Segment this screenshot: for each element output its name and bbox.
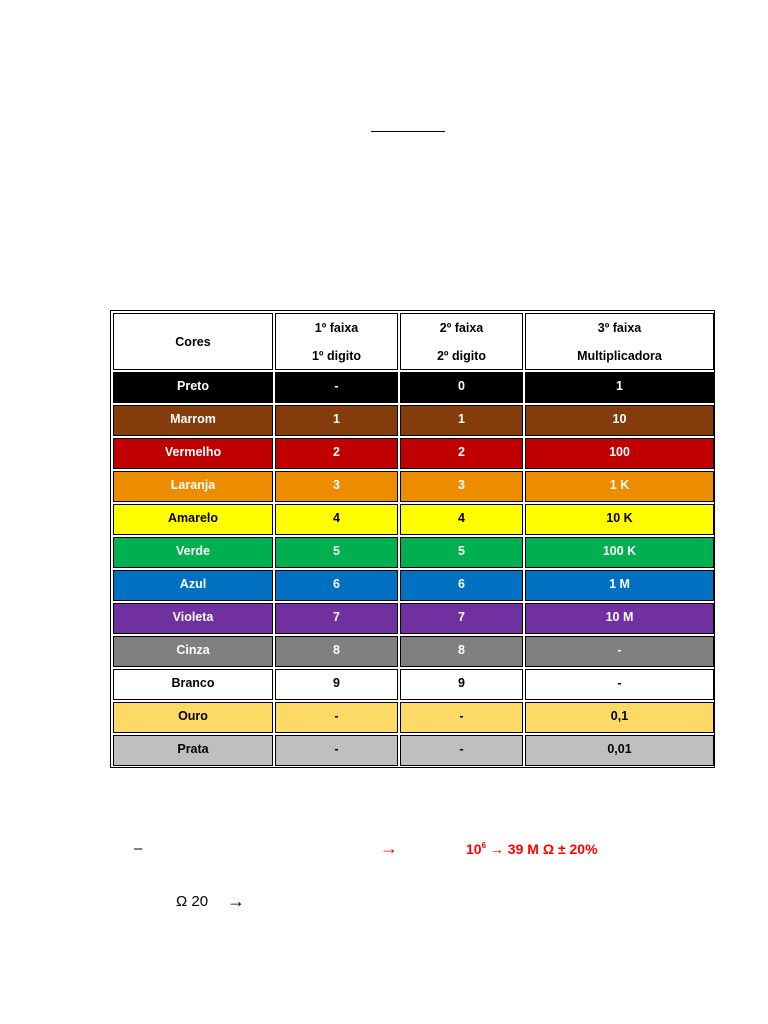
formula-arrow-black: → xyxy=(227,891,245,911)
color-name-text: Prata xyxy=(177,741,209,756)
formula-dash: – xyxy=(134,840,143,857)
table-row xyxy=(113,636,714,667)
color-name-cell xyxy=(113,603,273,634)
color-name-cell xyxy=(113,405,273,436)
band-3-multiplier-text: 1 M xyxy=(609,576,630,591)
band-2-digit-text: - xyxy=(459,708,464,723)
table-row xyxy=(113,504,714,535)
band-1-digit-text: 8 xyxy=(333,642,340,657)
band-2-digit-text: 2 xyxy=(458,444,465,459)
color-name-cell xyxy=(113,669,273,700)
band-2-digit-cell xyxy=(400,372,523,403)
header-faixa-3-line2: Multiplicadora xyxy=(577,348,662,363)
band-1-digit-cell xyxy=(275,537,398,568)
band-1-digit-text: 6 xyxy=(333,576,340,591)
color-name-text: Violeta xyxy=(172,609,214,624)
band-3-multiplier-text: 100 K xyxy=(602,543,637,558)
band-3-multiplier-cell xyxy=(525,636,714,667)
band-1-digit-cell xyxy=(275,504,398,535)
title-underline xyxy=(371,131,445,132)
band-2-digit-cell xyxy=(400,636,523,667)
band-2-digit-cell xyxy=(400,570,523,601)
formula-base: 10 xyxy=(466,841,482,857)
table-row xyxy=(113,603,714,634)
band-3-multiplier-cell xyxy=(525,603,714,634)
band-2-digit-cell xyxy=(400,735,523,766)
color-name-cell xyxy=(113,570,273,601)
formula-result xyxy=(466,841,598,857)
band-3-multiplier-cell xyxy=(525,570,714,601)
band-2-digit-text: 6 xyxy=(458,576,465,591)
band-2-digit-text: 3 xyxy=(458,477,465,492)
table-row xyxy=(113,735,714,766)
color-name-text: Cinza xyxy=(176,642,210,657)
band-3-multiplier-cell xyxy=(525,537,714,568)
band-3-multiplier-text: 10 xyxy=(612,411,627,426)
color-name-cell xyxy=(113,438,273,469)
table-row xyxy=(113,570,714,601)
band-2-digit-text: 7 xyxy=(458,609,465,624)
header-faixa-2-line2: 2º digito xyxy=(436,348,486,363)
band-1-digit-text: 2 xyxy=(333,444,340,459)
band-3-multiplier-text: 0,01 xyxy=(607,741,632,756)
band-3-multiplier-text: 100 xyxy=(609,444,630,459)
color-code-table-frame xyxy=(110,310,715,768)
band-1-digit-text: - xyxy=(334,708,339,723)
band-2-digit-cell xyxy=(400,504,523,535)
color-name-text: Ouro xyxy=(178,708,208,723)
table-row xyxy=(113,405,714,436)
band-2-digit-text: 9 xyxy=(458,675,465,690)
band-2-digit-text: 0 xyxy=(458,378,465,393)
color-name-text: Preto xyxy=(177,378,209,393)
band-2-digit-cell xyxy=(400,537,523,568)
color-name-text: Marrom xyxy=(170,411,216,426)
color-name-cell xyxy=(113,471,273,502)
band-1-digit-cell xyxy=(275,405,398,436)
band-1-digit-text: 4 xyxy=(333,510,340,525)
header-faixa-3 xyxy=(525,313,714,370)
band-1-digit-cell xyxy=(275,702,398,733)
header-faixa-1-line1: 1º faixa xyxy=(314,320,359,335)
color-name-text: Laranja xyxy=(170,477,216,492)
resistor-color-code-table xyxy=(111,311,716,768)
band-1-digit-cell xyxy=(275,570,398,601)
color-name-text: Verde xyxy=(175,543,211,558)
band-3-multiplier-cell xyxy=(525,471,714,502)
band-2-digit-cell xyxy=(400,471,523,502)
color-name-cell xyxy=(113,537,273,568)
band-1-digit-cell xyxy=(275,372,398,403)
formula-arrow-red: → xyxy=(380,838,398,858)
header-faixa-1 xyxy=(275,313,398,370)
table-row xyxy=(113,669,714,700)
band-1-digit-cell xyxy=(275,636,398,667)
band-1-digit-text: - xyxy=(334,741,339,756)
color-name-text: Amarelo xyxy=(167,510,219,525)
band-3-multiplier-cell xyxy=(525,735,714,766)
band-2-digit-text: 5 xyxy=(458,543,465,558)
table-row xyxy=(113,702,714,733)
band-1-digit-cell xyxy=(275,438,398,469)
color-name-text: Azul xyxy=(179,576,207,591)
band-3-multiplier-text: 10 M xyxy=(605,609,634,624)
color-name-cell xyxy=(113,504,273,535)
band-3-multiplier-text: - xyxy=(617,675,622,690)
band-1-digit-text: 7 xyxy=(333,609,340,624)
band-2-digit-cell xyxy=(400,405,523,436)
band-2-digit-text: 4 xyxy=(458,510,465,525)
header-faixa-2 xyxy=(400,313,523,370)
band-1-digit-text: 1 xyxy=(333,411,340,426)
band-3-multiplier-text: 1 K xyxy=(609,477,630,492)
band-3-multiplier-text: - xyxy=(617,642,622,657)
band-3-multiplier-cell xyxy=(525,438,714,469)
header-cores-label: Cores xyxy=(175,334,211,349)
color-name-cell xyxy=(113,735,273,766)
table-row xyxy=(113,438,714,469)
formula-exponent: 6 xyxy=(481,841,487,850)
header-faixa-3-line1: 3º faixa xyxy=(597,320,642,335)
band-2-digit-cell xyxy=(400,669,523,700)
color-name-cell xyxy=(113,636,273,667)
band-3-multiplier-text: 1 xyxy=(616,378,623,393)
band-1-digit-text: 3 xyxy=(333,477,340,492)
band-2-digit-text: 8 xyxy=(458,642,465,657)
color-name-cell xyxy=(113,372,273,403)
color-name-cell xyxy=(113,702,273,733)
band-1-digit-cell xyxy=(275,669,398,700)
band-1-digit-text: - xyxy=(334,378,339,393)
band-3-multiplier-cell xyxy=(525,669,714,700)
band-3-multiplier-cell xyxy=(525,504,714,535)
band-1-digit-cell xyxy=(275,471,398,502)
band-3-multiplier-text: 0,1 xyxy=(610,708,629,723)
band-2-digit-cell xyxy=(400,603,523,634)
band-2-digit-text: - xyxy=(459,741,464,756)
band-3-multiplier-text: 10 K xyxy=(606,510,633,525)
band-3-multiplier-cell xyxy=(525,702,714,733)
band-1-digit-cell xyxy=(275,603,398,634)
header-faixa-1-line2: 1º digito xyxy=(311,348,361,363)
band-3-multiplier-cell xyxy=(525,372,714,403)
band-2-digit-cell xyxy=(400,438,523,469)
band-1-digit-cell xyxy=(275,735,398,766)
formula-line2-text: Ω 20 xyxy=(176,893,209,910)
band-2-digit-text: 1 xyxy=(458,411,465,426)
table-header-row xyxy=(113,313,714,370)
table-row xyxy=(113,372,714,403)
formula-result-text: → 39 M Ω ± 20% xyxy=(489,841,598,857)
band-1-digit-text: 5 xyxy=(333,543,340,558)
header-faixa-2-line1: 2º faixa xyxy=(439,320,484,335)
band-3-multiplier-cell xyxy=(525,405,714,436)
band-2-digit-cell xyxy=(400,702,523,733)
color-name-text: Branco xyxy=(171,675,215,690)
header-cores xyxy=(113,313,273,370)
table-row xyxy=(113,537,714,568)
table-row xyxy=(113,471,714,502)
band-1-digit-text: 9 xyxy=(333,675,340,690)
color-name-text: Vermelho xyxy=(164,444,222,459)
